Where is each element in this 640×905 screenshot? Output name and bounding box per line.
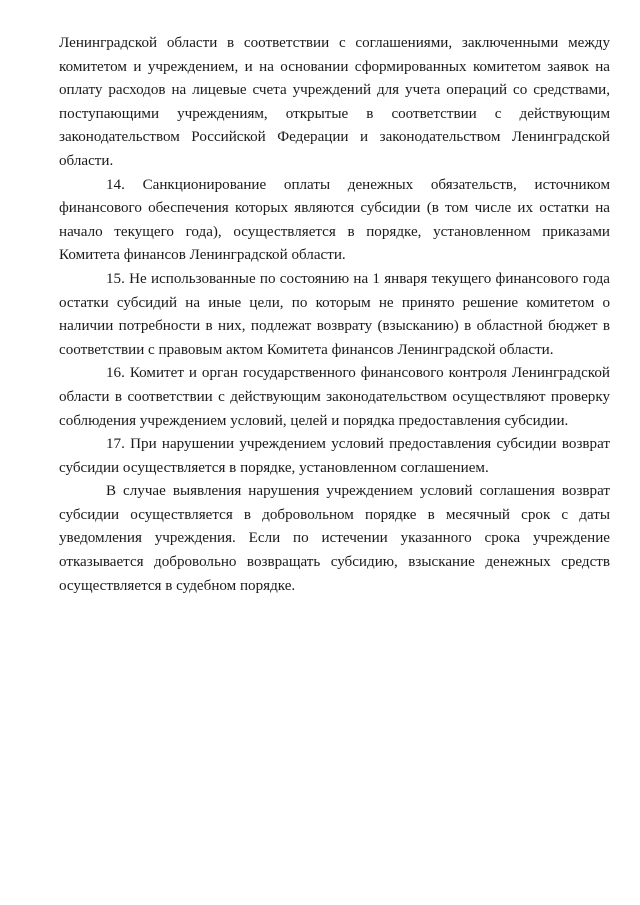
paragraph-15: 15. Не использованные по состоянию на 1 января текущего финансового года остатки субсидий на иные цели, по которым не принято решение комитетом о наличии потребности в них, подлежат возврату (взысканию) в областной бюджет в соответствии с правовым актом Комитета финансов Ленинградской области. [59,270,610,358]
paragraph-continuation: Ленинградской области в соответствии с соглашениями, заключенными между комитетом и учреждением, и на основании сформированных комитетом заявок на оплату расходов на лицевые счета учреждений для учета операций со средствами, поступающими учреждениям, открытые в соответствии с действующим законодательством Российской Федерации и законодательством Ленинградской области. [59,35,610,169]
paragraph-17-return-procedure: В случае выявления нарушения учреждением условий соглашения возврат субсидии осуществляется в добровольном порядке в месячный срок с даты уведомления учреждения. Если по истечении указанного срока учреждение отказывается добровольно возвращать субсидию, взыскание денежных средств осуществляется в судебном порядке. [59,483,610,594]
document-body [59,32,610,598]
paragraph-16: 16. Комитет и орган государственного финансового контроля Ленинградской области в соответствии с действующим законодательством осуществляют проверку соблюдения учреждением условий, целей и порядка предоставления субсидии. [59,365,610,429]
paragraph-14: 14. Санкционирование оплаты денежных обязательств, источником финансового обеспечения которых являются субсидии (в том числе их остатки на начало текущего года), осуществляется в порядке, установленном приказами Комитета финансов Ленинградской области. [59,176,610,264]
paragraph-17: 17. При нарушении учреждением условий предоставления субсидии возврат субсидии осуществляется в порядке, установленном соглашением. [59,436,610,476]
